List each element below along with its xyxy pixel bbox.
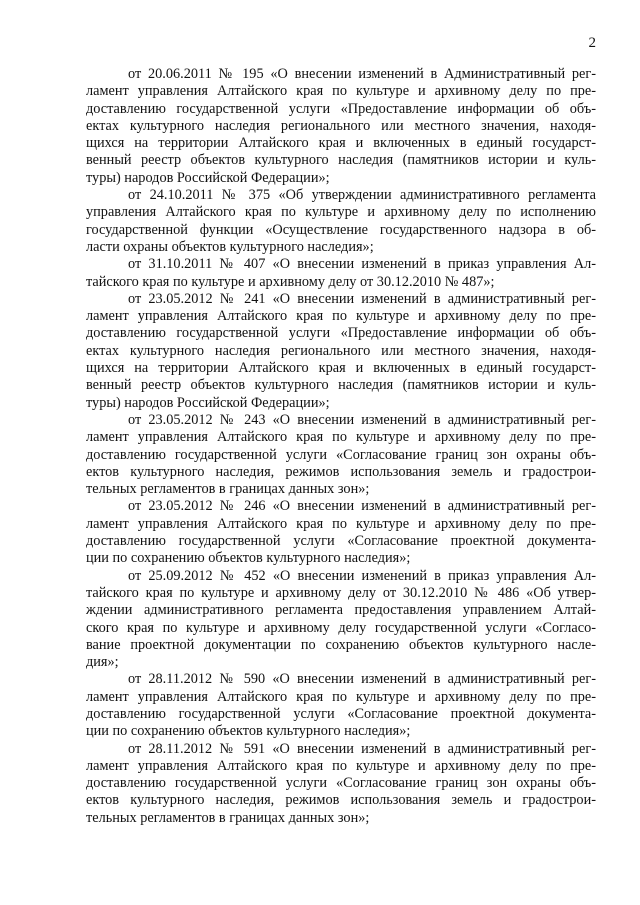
paragraph-line: управления Алтайского края по культуре и архивному делу по исполнению [86, 204, 596, 221]
paragraph-line: ского края по культуре и архивному делу государственной услуги «Согласо- [86, 619, 596, 636]
document-paragraph [86, 291, 596, 412]
document-paragraph [86, 671, 596, 740]
paragraph-line: ламент управления Алтайского края по культуре и архивному делу по пре- [86, 308, 596, 325]
paragraph-line: от 28.11.2012 № 590 «О внесении изменений в административный рег- [128, 671, 596, 688]
paragraph-line: венный реестр объектов культурного наследия (памятников истории и куль- [86, 152, 596, 169]
paragraph-line: доставлению государственной услуги «Согласование границ зон охраны объ- [86, 775, 596, 792]
paragraph-line: доставлению государственной услуги «Согласование границ зон охраны объ- [86, 446, 596, 463]
document-paragraph [86, 66, 596, 187]
document-paragraph [86, 187, 596, 256]
document-paragraph [86, 256, 596, 291]
paragraph-line: от 25.09.2012 № 452 «О внесении изменений в приказ управления Ал- [128, 567, 596, 584]
paragraph-line: щихся на территории Алтайского края и включенных в единый государст- [86, 360, 596, 377]
document-paragraph [86, 741, 596, 827]
paragraph-line: туры) народов Российской Федерации»; [86, 394, 330, 411]
paragraph-line: от 28.11.2012 № 591 «О внесении изменений в административный рег- [128, 740, 596, 757]
paragraph-line: ектов культурного наследия, режимов использования земель и градострои- [86, 463, 596, 480]
paragraph-line: доставлению государственной услуги «Согласование проектной документа- [86, 705, 596, 722]
paragraph-line: ектов культурного наследия, режимов использования земель и градострои- [86, 792, 596, 809]
paragraph-line: ламент управления Алтайского края по культуре и архивному делу по пре- [86, 688, 596, 705]
paragraph-line: дия»; [86, 654, 119, 671]
paragraph-line: тайского края по культуре и архивному делу от 30.12.2010 № 487»; [86, 273, 495, 290]
paragraph-line: щихся на территории Алтайского края и включенных в единый государст- [86, 135, 596, 152]
paragraph-line: ласти охраны объектов культурного наследия»; [86, 238, 374, 255]
paragraph-line: ектах культурного наследия регионального или местного значения, находя- [86, 117, 596, 134]
paragraph-line: тельных регламентов в границах данных зон»; [86, 809, 370, 826]
document-paragraph [86, 412, 596, 498]
paragraph-line: ламент управления Алтайского края по культуре и архивному делу по пре- [86, 515, 596, 532]
document-paragraph [86, 568, 596, 672]
paragraph-line: от 24.10.2011 № 375 «Об утверждении административного регламента [128, 187, 596, 204]
paragraph-line: ждении административного регламента предоставления управлением Алтай- [86, 602, 596, 619]
paragraph-line: от 31.10.2011 № 407 «О внесении изменений в приказ управления Ал- [128, 256, 596, 273]
paragraph-line: венный реестр объектов культурного наследия (памятников истории и куль- [86, 377, 596, 394]
paragraph-line: от 23.05.2012 № 241 «О внесении изменений в административный рег- [128, 290, 596, 307]
paragraph-line: ламент управления Алтайского края по культуре и архивному делу по пре- [86, 83, 596, 100]
paragraph-line: тайского края по культуре и архивному делу от 30.12.2010 № 486 «Об утвер- [86, 584, 596, 601]
paragraph-line: тельных регламентов в границах данных зон»; [86, 481, 370, 498]
paragraph-line: ламент управления Алтайского края по культуре и архивному делу по пре- [86, 429, 596, 446]
paragraph-line: доставлению государственной услуги «Предоставление информации об объ- [86, 100, 596, 117]
paragraph-line: доставлению государственной услуги «Предоставление информации об объ- [86, 325, 596, 342]
page-number: 2 [588, 35, 596, 51]
document-body [86, 66, 596, 827]
paragraph-line: от 23.05.2012 № 243 «О внесении изменений в административный рег- [128, 411, 596, 428]
paragraph-line: ции по сохранению объектов культурного наследия»; [86, 723, 411, 740]
paragraph-line: ектах культурного наследия регионального или местного значения, находя- [86, 342, 596, 359]
paragraph-line: от 20.06.2011 № 195 «О внесении изменений в Административный рег- [128, 66, 596, 82]
paragraph-line: доставлению государственной услуги «Согласование проектной документа- [86, 533, 596, 550]
paragraph-line: туры) народов Российской Федерации»; [86, 169, 330, 186]
paragraph-line: от 23.05.2012 № 246 «О внесении изменений в административный рег- [128, 498, 596, 515]
paragraph-line: государственной функции «Осуществление государственного надзора в об- [86, 221, 596, 238]
paragraph-line: ламент управления Алтайского края по культуре и архивному делу по пре- [86, 757, 596, 774]
paragraph-line: ции по сохранению объектов культурного наследия»; [86, 550, 411, 567]
paragraph-line: вание проектной документации по сохранению объектов культурного насле- [86, 636, 596, 653]
document-paragraph [86, 498, 596, 567]
